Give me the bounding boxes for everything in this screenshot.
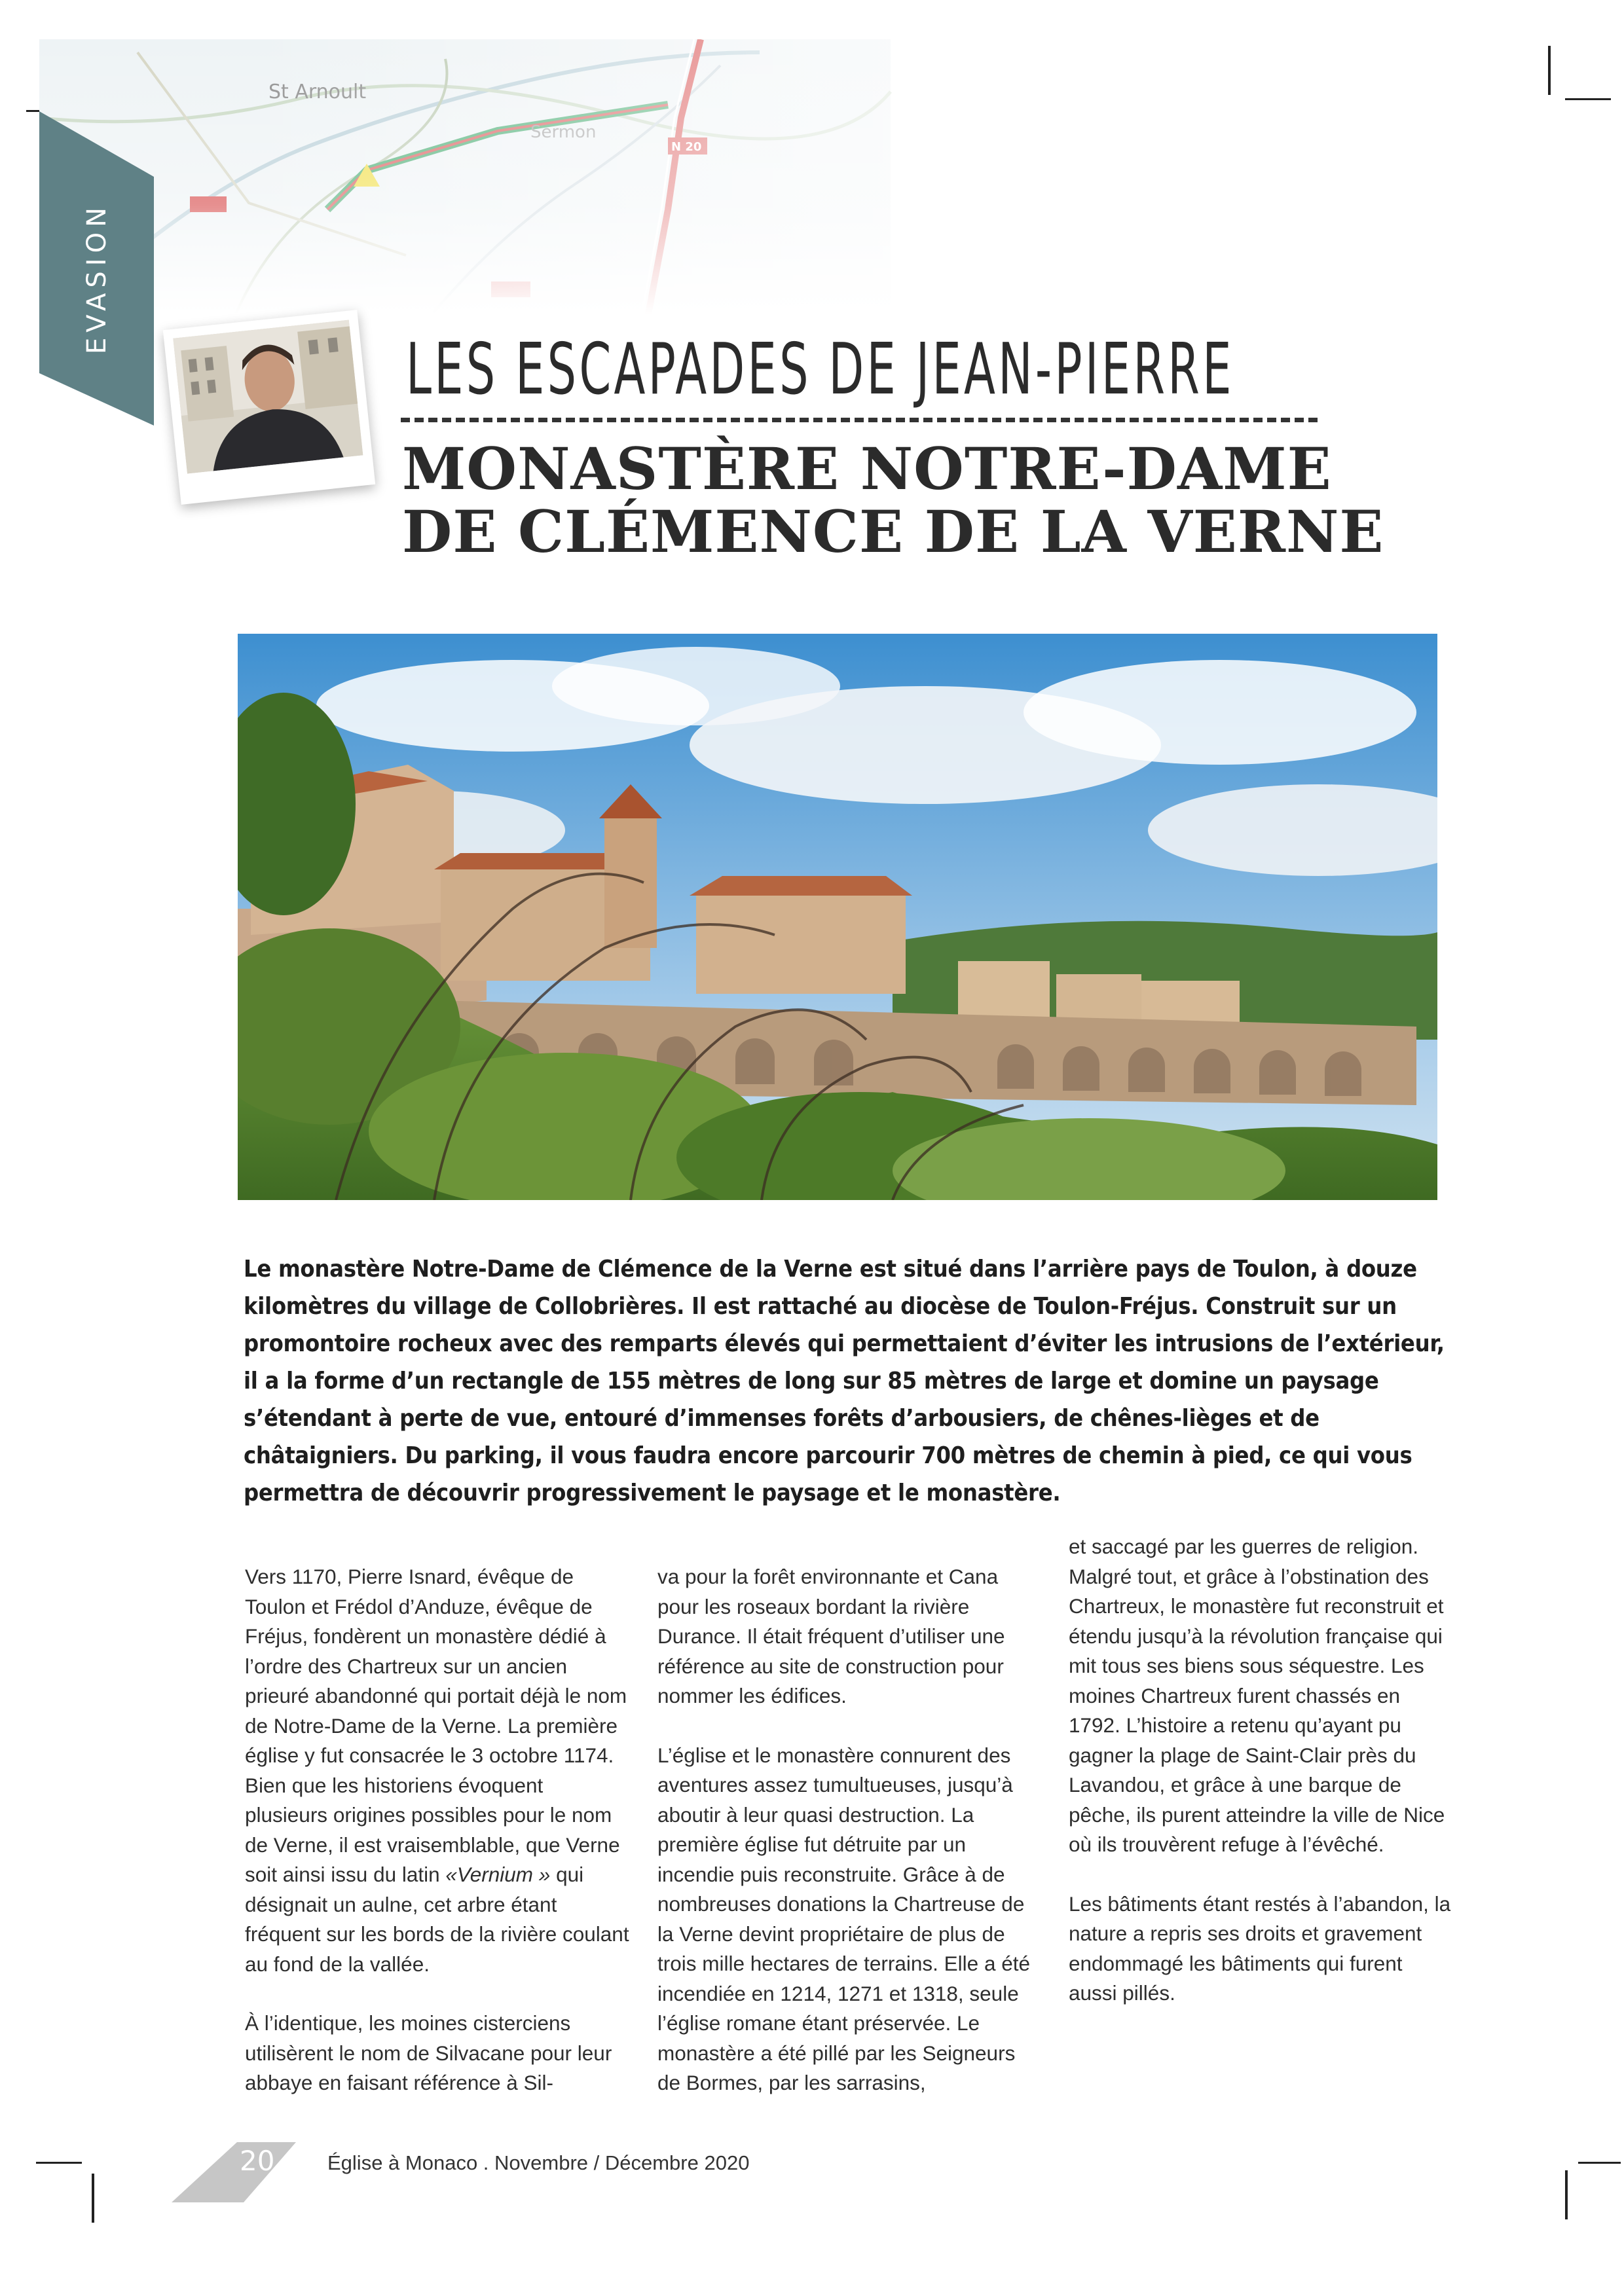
crop-mark <box>92 2174 94 2223</box>
crop-mark <box>1565 98 1611 100</box>
map-banner <box>39 39 1388 314</box>
crop-mark <box>1548 46 1551 95</box>
crop-mark <box>36 2162 82 2164</box>
body-paragraph: À l’identique, les moines cisterciens utilisèrent le nom de Silvacane pour leur abbaye en faisant référence à Sil- <box>245 2011 612 2094</box>
body-column-1 <box>245 1562 631 2128</box>
series-kicker: LES ESCAPADES DE JEAN-PIERRE <box>406 329 1234 410</box>
title-divider <box>401 418 1318 422</box>
body-column-2 <box>657 1562 1044 2128</box>
title-line: DE CLÉMENCE DE LA VERNE <box>402 498 1384 566</box>
page-number-tab <box>172 2142 296 2202</box>
section-label: EVASION <box>81 202 112 355</box>
title-line: MONASTÈRE NOTRE-DAME <box>402 435 1332 503</box>
body-paragraph: Les bâtiments étant restés à l’abandon, la nature a repris ses droits et gravement endommagé les bâtiments qui furent aussi pillés. <box>1069 1891 1451 2005</box>
intro-paragraph: Le monastère Notre-Dame de Clémence de la Verne est situé dans l’arrière pays de Toulon, à douze kilomètres du village de Collobrières. Il est rattaché au diocèse de Toulon-Fréjus. Construit sur un promontoire rocheux avec des remparts élevés qui permettaient d’éviter les intrusions de l’extérieur, il a la forme d’un rectangle de 155 mètres de long sur 85 mètres de large et domine un paysage s’étendant à perte de vue, entouré d’immenses forêts d’arbousiers, de chênes-lièges et de châtaigniers. Du parking, il vous faudra encore parcourir 700 mètres de chemin à pied, ce qui vous permettra de découvrir progressivement le paysage et le monastère. <box>244 1256 1445 1506</box>
body-paragraph: Vers 1170, Pierre Isnard, évêque de Toulon et Frédol d’Anduze, évêque de Fréjus, fondèrent un monastère dédié à l’ordre des Chartreux sur un ancien prieuré abandonné qui portait déjà le nom de Notre-Dame de la Verne. La première église y fut consacrée le 3 octobre 1174. Bien que les historiens évoquent plusieurs origines possibles pour le nom de Verne, il est vraisemblable, que Verne soit ainsi issu du latin «Vernium » qui désignait un aulne, cet arbre étant fréquent sur les bords de la rivière coulant au fond de la vallée. <box>245 1565 629 1976</box>
crop-mark <box>1578 2162 1621 2164</box>
body-paragraph: L’église et le monastère connurent des aventures assez tumultueuses, jusqu’à aboutir à leur quasi destruction. La première église fut détruite par un incendie puis reconstruite. Grâce à de nombreuses donations la Chartreuse de la Verne devint propriétaire de plus de trois mille hectares de terrains. Elle a été incendiée en 1214, 1271 et 1318, seule l’église romane étant préservée. Le monastère a été pillé par les Seigneurs de Bormes, par les sarrasins, <box>657 1743 1030 2094</box>
page-number: 20 <box>240 2145 275 2177</box>
body-paragraph: et saccagé par les guerres de religion. Malgré tout, et grâce à l’obstination des Chartreux, le monastère fut reconstruit et étendu jusqu’à la révolution française qui mit tous ses biens sous séquestre. Les moines Chartreux furent chassés en 1792. L’histoire a retenu qu’ayant pu gagner la plage de Saint-Clair près du Lavandou, et grâce à une barque de pêche, ils purent atteindre la ville de Nice où ils trouvèrent refuge à l’évêché. <box>1069 1535 1445 1856</box>
author-portrait <box>163 310 375 505</box>
crop-mark <box>1565 2170 1568 2219</box>
body-paragraph: va pour la forêt environnante et Cana pour les roseaux bordant la rivière Durance. Il était fréquent d’utiliser une référence au site de construction pour nommer les édifices. <box>657 1565 1005 1707</box>
body-column-3 <box>1069 1532 1455 2038</box>
monastery-photo <box>238 634 1437 1200</box>
article-title <box>402 435 1384 566</box>
footer-publication: Église à Monaco . Novembre / Décembre 2020 <box>327 2151 750 2174</box>
